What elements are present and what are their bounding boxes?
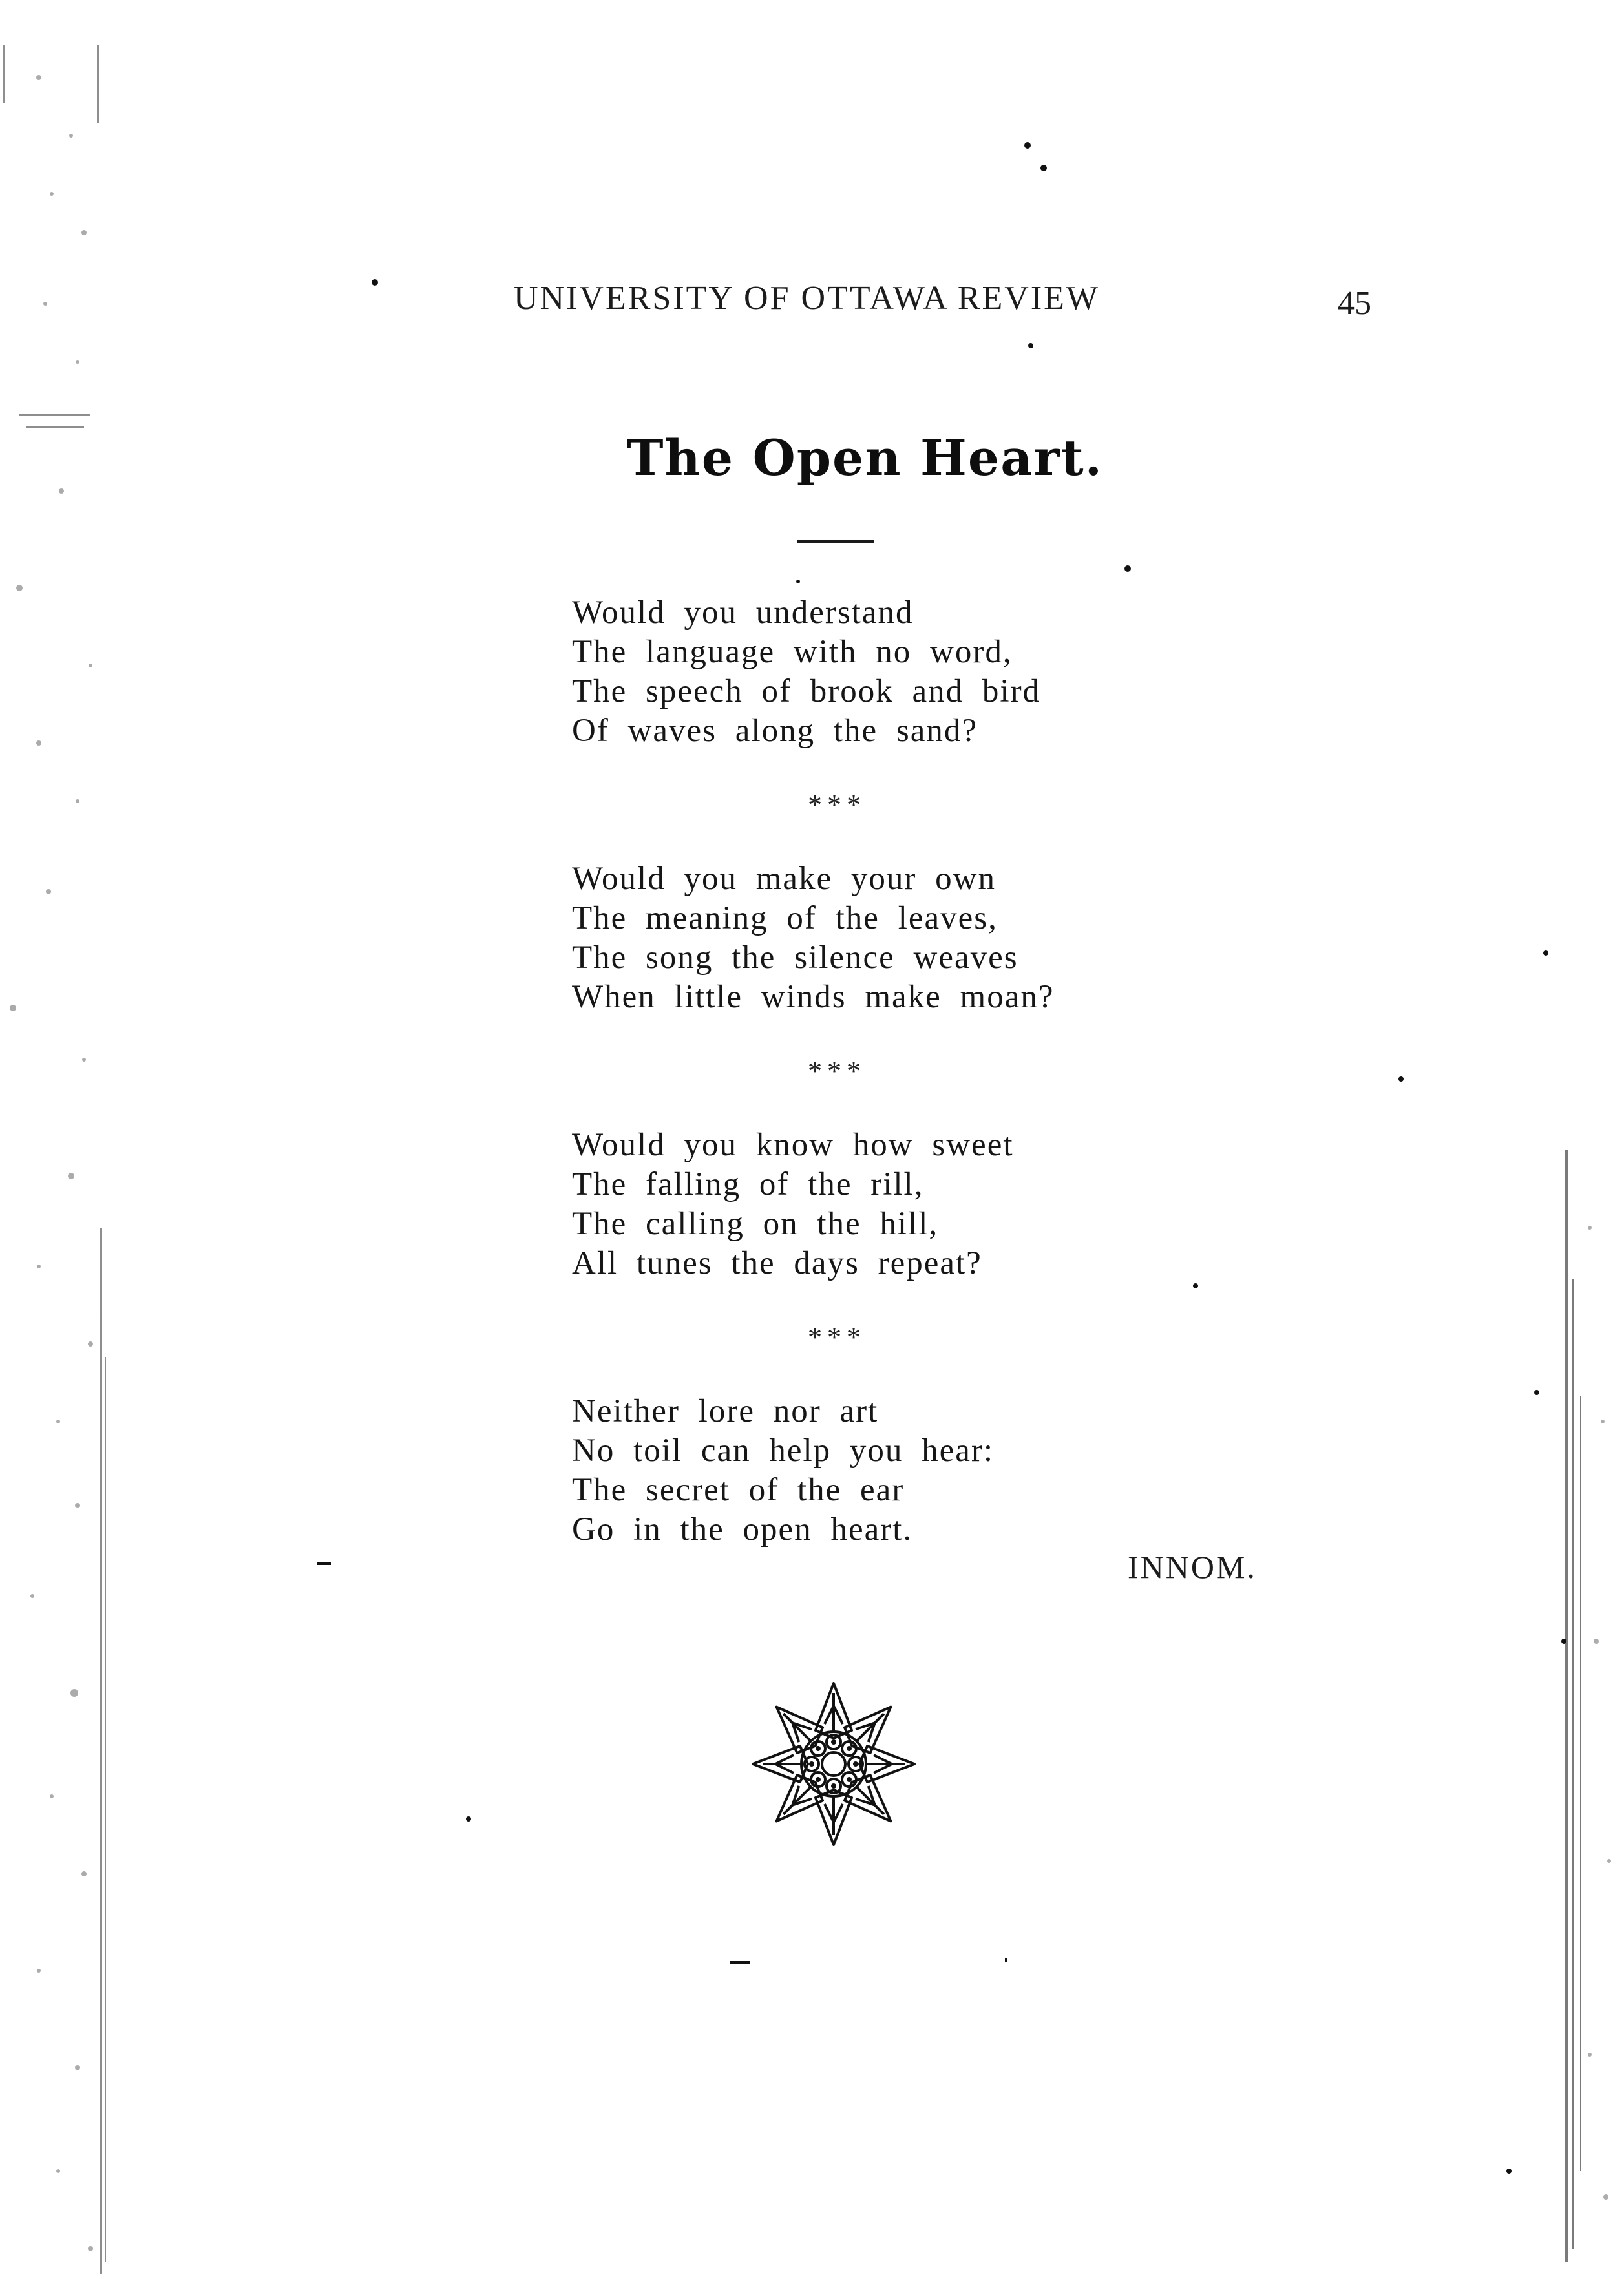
page-number: 45 bbox=[1338, 285, 1371, 322]
poem-line: Neither lore nor art bbox=[572, 1393, 879, 1429]
stanza-4 bbox=[572, 1392, 1154, 1549]
poem-line: When little winds make moan? bbox=[572, 979, 1055, 1015]
poem-line: The secret of the ear bbox=[572, 1472, 905, 1508]
floral-star-ornament-icon bbox=[746, 1677, 921, 1851]
poem-line: Of waves along the sand? bbox=[572, 713, 978, 749]
poem-line: Go in the open heart. bbox=[572, 1511, 913, 1548]
stanza-separator: *** bbox=[808, 1321, 866, 1353]
poem-line: The song the silence weaves bbox=[572, 940, 1018, 976]
poem-line: Would you understand bbox=[572, 594, 914, 631]
author-signature: INNOM. bbox=[1128, 1549, 1257, 1585]
poem-body bbox=[572, 593, 1154, 1549]
poem-line: The meaning of the leaves, bbox=[572, 900, 998, 936]
poem-line: No toil can help you hear: bbox=[572, 1433, 995, 1469]
running-header-title: UNIVERSITY OF OTTAWA REVIEW bbox=[514, 280, 1100, 317]
poem-line: All tunes the days repeat? bbox=[572, 1245, 982, 1281]
stanza-3 bbox=[572, 1126, 1154, 1283]
poem-line: Would you know how sweet bbox=[572, 1127, 1014, 1163]
stanza-separator: *** bbox=[808, 789, 866, 821]
poem-title: The Open Heart. bbox=[627, 429, 1104, 487]
poem-line: The calling on the hill, bbox=[572, 1206, 939, 1242]
title-rule-divider bbox=[797, 540, 874, 543]
stanza-2 bbox=[572, 859, 1154, 1017]
poem-line: Would you make your own bbox=[572, 861, 996, 897]
stanza-1 bbox=[572, 593, 1154, 751]
poem-line: The speech of brook and bird bbox=[572, 673, 1041, 709]
poem-line: The falling of the rill, bbox=[572, 1166, 924, 1203]
poem-line: The language with no word, bbox=[572, 634, 1013, 670]
stanza-separator: *** bbox=[808, 1055, 866, 1087]
